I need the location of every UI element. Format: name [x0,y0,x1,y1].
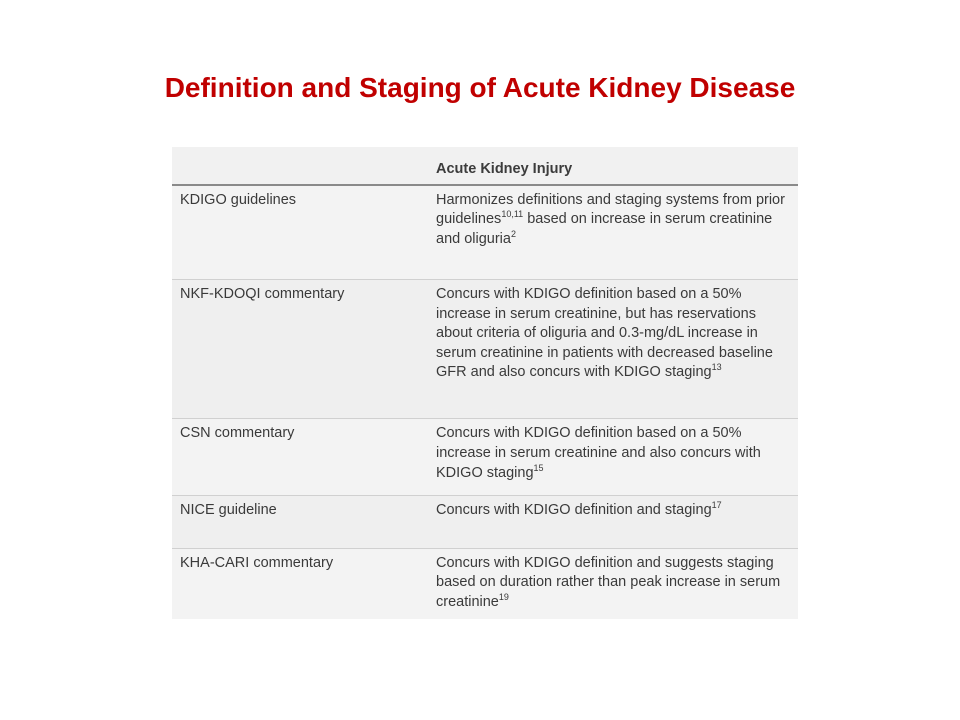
table-row [172,548,798,619]
row-description-kha-cari: Concurs with KDIGO definition and suggests staging based on duration rather than peak increase in serum creatinine$^{19}$ [428,548,798,619]
staging-table-image [172,147,798,619]
header-acute-kidney-injury: Acute Kidney Injury [428,147,798,185]
row-description-nkf-kdoqi: Concurs with KDIGO definition based on a 50% increase in serum creatinine, but has reservations about criteria of oliguria and 0.3-mg/dL increase in serum creatinine in patients with decreased baseline GFR and also concurs with KDIGO staging$^{13}$ [428,280,798,419]
slide-title: Definition and Staging of Acute Kidney Disease [164,72,796,103]
row-source-kha-cari: KHA-CARI commentary [172,548,428,619]
table-row [172,185,798,280]
row-description-nice: Concurs with KDIGO definition and staging$^{17}$ [428,496,798,549]
table-row [172,280,798,419]
row-source-nkf-kdoqi: NKF-KDOQI commentary [172,280,428,419]
row-description-csn: Concurs with KDIGO definition based on a 50% increase in serum creatinine and also concurs with KDIGO staging$^{15}$ [428,419,798,496]
row-source-nice: NICE guideline [172,496,428,549]
row-description-kdigo: Harmonizes definitions and staging systems from prior guidelines$^{10,11}$ based on increase in serum creatinine and oliguria$^2$ [428,185,798,280]
row-source-csn: CSN commentary [172,419,428,496]
row-source-kdigo: KDIGO guidelines [172,185,428,280]
header-source [172,147,428,185]
staging-table [172,147,798,619]
table-header-row [172,147,798,185]
table-row [172,496,798,549]
table-row [172,419,798,496]
